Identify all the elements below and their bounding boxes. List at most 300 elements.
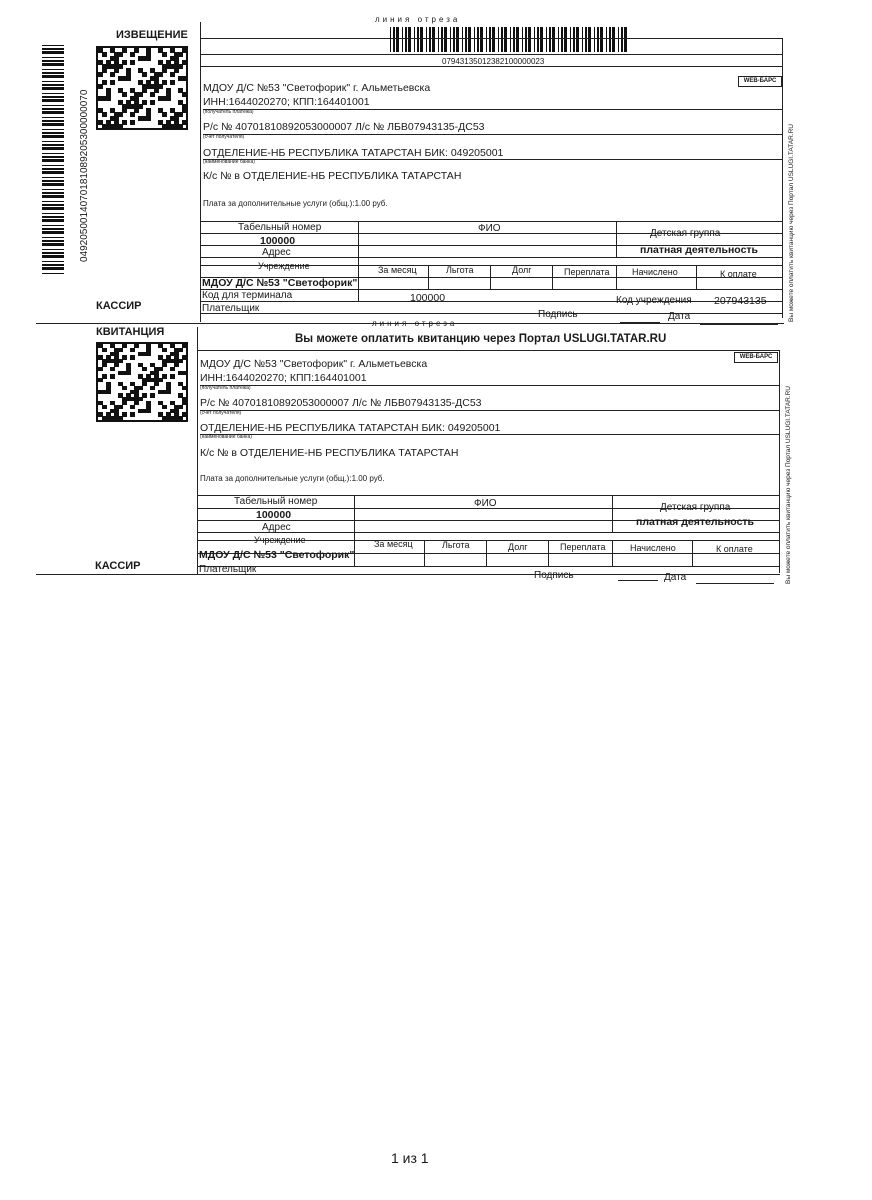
qr-module [122, 120, 127, 125]
qr-code [96, 342, 188, 422]
barcode-bar [42, 273, 64, 274]
qr-module [102, 374, 107, 378]
qr-module [126, 76, 131, 81]
divider [200, 410, 779, 411]
notice-inst-code-value: 207943135 [714, 295, 767, 307]
barcode-bar [42, 132, 64, 134]
barcode-bar [42, 135, 64, 138]
qr-module [170, 80, 175, 85]
barcode-bar [504, 27, 507, 52]
receipt-title: КВИТАНЦИЯ [96, 326, 165, 338]
barcode-bar [432, 27, 435, 52]
qr-module [122, 60, 127, 65]
notice-signature-label: Подпись [538, 309, 578, 320]
qr-module [98, 84, 103, 89]
qr-module [130, 348, 135, 352]
barcode-bar [42, 63, 64, 66]
divider [424, 540, 425, 566]
receipt-col-debt: Долг [508, 542, 528, 552]
qr-module [118, 359, 123, 363]
notice-date-label: Дата [668, 311, 691, 322]
barcode-bar [42, 84, 64, 86]
notice-group-value: платная деятельность [640, 244, 759, 256]
barcode-bar [42, 48, 64, 50]
qr-module [102, 405, 107, 409]
barcode-bar [42, 81, 64, 82]
qr-module [122, 92, 127, 97]
qr-module [118, 405, 123, 409]
qr-module [134, 108, 139, 113]
qr-module [162, 348, 167, 352]
qr-module [178, 112, 183, 117]
qr-code [96, 46, 188, 130]
receipt-side-note: Вы можете оплатить квитанцию через Портал USLUGI.TATAR.RU [785, 386, 792, 584]
cut-line-label-2: линия отреза [372, 319, 458, 328]
qr-module [178, 405, 183, 409]
barcode-bar [42, 171, 64, 174]
divider [197, 566, 779, 567]
notice-bank-caption: (наименование банка) [203, 159, 255, 165]
notice-group-label: Детская группа [650, 228, 721, 239]
left-barcode-number: 0492050014070181089205300000070 [79, 89, 90, 262]
notice-account: Р/с № 40701810892053000007 Л/с № ЛБВ07943135-ДС53 [203, 121, 485, 133]
barcode-bar [42, 147, 64, 150]
left-barcode [42, 45, 64, 275]
barcode-bar [42, 75, 64, 78]
divider [782, 38, 783, 318]
barcode-bar [426, 27, 427, 52]
qr-module [142, 367, 147, 371]
barcode-bar [42, 51, 64, 54]
barcode-bar [588, 27, 591, 52]
receipt-col-overpay: Переплата [560, 542, 606, 552]
divider [358, 221, 359, 301]
qr-module [118, 52, 123, 57]
qr-module [146, 56, 151, 61]
barcode-bar [42, 255, 64, 258]
barcode-bar [468, 27, 471, 52]
receipt-payer-label: Плательщик [199, 564, 257, 575]
barcode-bar [414, 27, 415, 52]
receipt-col-charged: Начислено [630, 543, 676, 553]
barcode-bar [585, 27, 587, 52]
barcode-bar [42, 231, 64, 234]
qr-module [122, 355, 127, 359]
divider [490, 265, 491, 289]
barcode-bar [393, 27, 395, 52]
qr-module [122, 401, 127, 405]
barcode-bar [42, 195, 64, 198]
receipt-inn-kpp: ИНН:1644020270; КПП:164401001 [200, 372, 367, 384]
barcode-bar [42, 99, 64, 102]
receipt-col-benefit: Льгота [442, 540, 470, 550]
qr-module [146, 116, 151, 121]
qr-module [142, 382, 147, 386]
qr-module [142, 393, 147, 397]
divider [552, 265, 553, 289]
barcode-bar [42, 117, 64, 118]
barcode-bar [600, 27, 603, 52]
qr-module [182, 60, 187, 65]
barcode-bar [528, 27, 531, 52]
qr-module [182, 401, 187, 405]
barcode-bar [408, 27, 411, 52]
barcode-bar [42, 156, 64, 158]
qr-module [98, 378, 103, 382]
qr-module [178, 348, 183, 352]
qr-module [174, 68, 179, 73]
notice-fio-label: ФИО [478, 223, 501, 234]
barcode-bar [42, 159, 64, 162]
date-line [696, 583, 774, 584]
qr-module [130, 60, 135, 65]
barcode-bar [597, 27, 599, 52]
notice-col-charged: Начислено [632, 267, 678, 277]
receipt-recipient-caption: (получатель платежа) [200, 385, 251, 391]
notice-col-month: За месяц [378, 265, 417, 275]
receipt-signature-label: Подпись [534, 570, 574, 581]
barcode-bar [537, 27, 539, 52]
barcode-bar [522, 27, 523, 52]
qr-module [130, 52, 135, 57]
barcode-bar [42, 252, 64, 254]
barcode-bar [390, 27, 391, 52]
qr-module [182, 344, 187, 348]
receipt-address-label: Адрес [262, 522, 291, 533]
receipt-tab-value: 100000 [256, 509, 292, 521]
barcode-bar [516, 27, 519, 52]
barcode-bar [573, 27, 575, 52]
barcode-bar [42, 111, 64, 114]
notice-cashier: КАССИР [96, 300, 142, 312]
notice-payer-label: Плательщик [202, 303, 260, 314]
barcode-bar [42, 144, 64, 146]
qr-module [178, 416, 183, 420]
barcode-bar [498, 27, 499, 52]
qr-module [130, 120, 135, 125]
qr-module [142, 88, 147, 93]
qr-module [150, 386, 155, 390]
qr-module [158, 84, 163, 89]
barcode-bar [486, 27, 487, 52]
barcode-bar [621, 27, 623, 52]
receipt-bank: ОТДЕЛЕНИЕ-НБ РЕСПУБЛИКА ТАТАРСТАН БИК: 049205001 [200, 422, 501, 434]
barcode-bar [561, 27, 563, 52]
qr-module [134, 401, 139, 405]
qr-module [182, 120, 187, 125]
barcode-bar [42, 261, 64, 262]
barcode-bar [492, 27, 495, 52]
receipt-extra-fee: Плата за дополнительные услуги (общ.):1.00 руб. [200, 474, 385, 483]
qr-module [114, 68, 119, 73]
barcode-bar [42, 123, 64, 126]
qr-module [182, 92, 187, 97]
qr-module [102, 68, 107, 73]
qr-module [178, 359, 183, 363]
qr-module [182, 386, 187, 390]
date-line [700, 324, 778, 325]
qr-module [178, 52, 183, 57]
notice-inst-code-label: Код учреждения [616, 295, 692, 306]
barcode-bar [402, 27, 403, 52]
receipt-bank-caption: (наименование банка) [200, 434, 252, 440]
receipt-recipient: МДОУ Д/С №53 "Светофорик" г. Альметьевска [200, 358, 428, 370]
divider [203, 109, 782, 110]
notice-col-overpay: Переплата [564, 267, 610, 277]
qr-module [162, 405, 167, 409]
barcode-bar [42, 45, 64, 46]
receipt-date-label: Дата [664, 572, 687, 583]
qr-module [162, 80, 167, 85]
receipt-account: Р/с № 40701810892053000007 Л/с № ЛБВ07943135-ДС53 [200, 397, 482, 409]
barcode-bar [42, 216, 64, 218]
barcode-bar [42, 168, 64, 170]
barcode-bar [42, 60, 64, 62]
barcode-bar [42, 225, 64, 226]
qr-module [154, 382, 159, 386]
qr-module [134, 48, 139, 53]
divider [200, 434, 779, 435]
barcode-bar [612, 27, 615, 52]
web-bars-badge: WEB-БАРС [734, 352, 778, 363]
barcode-bar [438, 27, 439, 52]
barcode-bar [42, 72, 64, 74]
qr-module [150, 92, 155, 97]
qr-module [110, 80, 115, 85]
notice-address-label: Адрес [262, 247, 291, 258]
barcode-bar [456, 27, 459, 52]
qr-module [122, 48, 127, 53]
barcode-bar [42, 108, 64, 110]
notice-col-debt: Долг [512, 265, 532, 275]
divider [200, 301, 782, 302]
qr-module [134, 344, 139, 348]
qr-module [114, 363, 119, 367]
notice-bank: ОТДЕЛЕНИЕ-НБ РЕСПУБЛИКА ТАТАРСТАН БИК: 049205001 [203, 147, 504, 159]
divider [200, 54, 782, 55]
notice-col-benefit: Льгота [446, 265, 474, 275]
barcode-bar [42, 207, 64, 210]
qr-module [102, 348, 107, 352]
barcode-bar [42, 105, 64, 106]
barcode-bar [42, 183, 64, 186]
barcode-bar [549, 27, 551, 52]
barcode-bar [444, 27, 447, 52]
qr-module [162, 68, 167, 73]
receipt-group-label: Детская группа [660, 502, 731, 513]
qr-module [118, 416, 123, 420]
barcode-bar [525, 27, 527, 52]
barcode-bar [570, 27, 571, 52]
qr-module [110, 72, 115, 77]
notice-tab-label: Табельный номер [238, 222, 322, 233]
barcode-bar [450, 27, 451, 52]
qr-module [138, 92, 143, 97]
qr-module [158, 367, 163, 371]
barcode-bar [558, 27, 559, 52]
notice-tab-value: 100000 [260, 235, 296, 247]
notice-extra-fee: Плата за дополнительные услуги (общ.):1.00 руб. [203, 199, 388, 208]
receipt-group-value: платная деятельность [636, 516, 755, 528]
barcode-bar [42, 189, 64, 190]
qr-module [138, 397, 143, 401]
barcode-bar [42, 141, 64, 142]
barcode-bar [576, 27, 579, 52]
qr-module [118, 112, 123, 117]
barcode-bar [396, 27, 399, 52]
barcode-bar [501, 27, 503, 52]
barcode-bar [42, 243, 64, 246]
barcode-bar [42, 264, 64, 266]
divider [779, 350, 780, 573]
qr-module [162, 112, 167, 117]
receipt-institution-label: Учреждение [254, 535, 306, 545]
web-bars-badge: WEB-БАРС [738, 76, 782, 87]
divider [197, 327, 198, 575]
barcode-bar [42, 69, 64, 70]
qr-module [130, 355, 135, 359]
top-barcode-number: 07943135012382100000023 [442, 57, 545, 66]
receipt-col-topay: К оплате [716, 544, 753, 554]
barcode-bar [453, 27, 455, 52]
qr-module [182, 108, 187, 113]
barcode-bar [474, 27, 475, 52]
qr-module [182, 76, 187, 81]
barcode-bar [477, 27, 479, 52]
qr-module [170, 367, 175, 371]
barcode-bar [42, 87, 64, 90]
divider [428, 265, 429, 289]
barcode-bar [42, 180, 64, 182]
qr-module [150, 393, 155, 397]
qr-module [178, 124, 183, 129]
notice-terminal-value: 100000 [410, 292, 446, 304]
receipt-cashier: КАССИР [95, 560, 141, 572]
qr-module [102, 363, 107, 367]
barcode-bar [534, 27, 535, 52]
qr-module [130, 412, 135, 416]
barcode-bar [42, 201, 64, 202]
notice-terminal-label: Код для терминала [202, 290, 293, 301]
notice-col-topay: К оплате [720, 269, 757, 279]
divider [200, 38, 782, 39]
barcode-bar [42, 228, 64, 230]
divider [696, 265, 697, 289]
notice-side-note: Вы можете оплатить квитанцию через Портал USLUGI.TATAR.RU [788, 124, 795, 322]
notice-recipient: МДОУ Д/С №53 "Светофорик" г. Альметьевска [203, 82, 431, 94]
barcode-bar [42, 192, 64, 194]
qr-module [162, 363, 167, 367]
qr-module [162, 52, 167, 57]
divider [486, 540, 487, 566]
barcode-bar [42, 57, 64, 58]
notice-institution-label: Учреждение [258, 261, 310, 271]
receipt-col-month: За месяц [374, 539, 413, 549]
barcode-bar [465, 27, 467, 52]
qr-module [150, 100, 155, 105]
barcode-bar [42, 213, 64, 214]
qr-module [106, 390, 111, 394]
qr-module [182, 48, 187, 53]
receipt-institution-value: МДОУ Д/С №53 "Светофорик" [199, 549, 355, 561]
qr-module [138, 386, 143, 390]
divider [200, 313, 782, 314]
barcode-bar [405, 27, 407, 52]
barcode-bar [552, 27, 555, 52]
barcode-bar [480, 27, 483, 52]
notice-recipient-caption: (получатель платежа) [203, 109, 254, 115]
qr-module [118, 348, 123, 352]
barcode-bar [42, 267, 64, 270]
barcode-bar [42, 237, 64, 238]
qr-module [110, 367, 115, 371]
qr-module [102, 80, 107, 85]
barcode-bar [42, 96, 64, 98]
qr-module [102, 112, 107, 117]
notice-institution-value: МДОУ Д/С №53 "Светофорик" [202, 277, 358, 289]
notice-inn-kpp: ИНН:1644020270; КПП:164401001 [203, 96, 370, 108]
qr-module [118, 64, 123, 69]
qr-module [182, 355, 187, 359]
barcode-bar [42, 165, 64, 166]
qr-module [174, 363, 179, 367]
qr-module [170, 72, 175, 77]
qr-module [138, 104, 143, 109]
barcode-bar [606, 27, 607, 52]
barcode-bar [510, 27, 511, 52]
qr-module [122, 412, 127, 416]
divider [612, 540, 613, 566]
barcode-bar [420, 27, 423, 52]
qr-module [130, 112, 135, 117]
divider [616, 265, 617, 289]
qr-module [130, 405, 135, 409]
divider [200, 66, 782, 67]
receipt-tab-label: Табельный номер [234, 496, 318, 507]
qr-module [182, 412, 187, 416]
barcode-bar [513, 27, 515, 52]
barcode-bar [441, 27, 443, 52]
qr-module [158, 72, 163, 77]
barcode-bar [42, 219, 64, 222]
divider [612, 495, 613, 532]
qr-module [102, 52, 107, 57]
barcode-bar [417, 27, 419, 52]
signature-line [618, 580, 658, 581]
barcode-bar [609, 27, 611, 52]
qr-module [154, 88, 159, 93]
qr-module [142, 72, 147, 77]
qr-module [98, 367, 103, 371]
barcode-bar [546, 27, 547, 52]
barcode-bar [42, 129, 64, 130]
qr-module [146, 409, 151, 413]
barcode-bar [489, 27, 491, 52]
page-number: 1 из 1 [391, 1150, 429, 1166]
barcode-bar [42, 153, 64, 154]
qr-module [182, 371, 187, 375]
qr-module [178, 64, 183, 69]
qr-module [122, 344, 127, 348]
bottom-border [36, 574, 780, 575]
barcode-bar [582, 27, 583, 52]
qr-module [166, 390, 171, 394]
barcode-bar [624, 27, 627, 52]
divider [203, 159, 782, 160]
receipt-corr-account: К/с № в ОТДЕЛЕНИЕ-НБ РЕСПУБЛИКА ТАТАРСТАН [200, 447, 459, 459]
barcode-bar [42, 204, 64, 206]
notice-corr-account: К/с № в ОТДЕЛЕНИЕ-НБ РЕСПУБЛИКА ТАТАРСТАН [203, 170, 462, 182]
